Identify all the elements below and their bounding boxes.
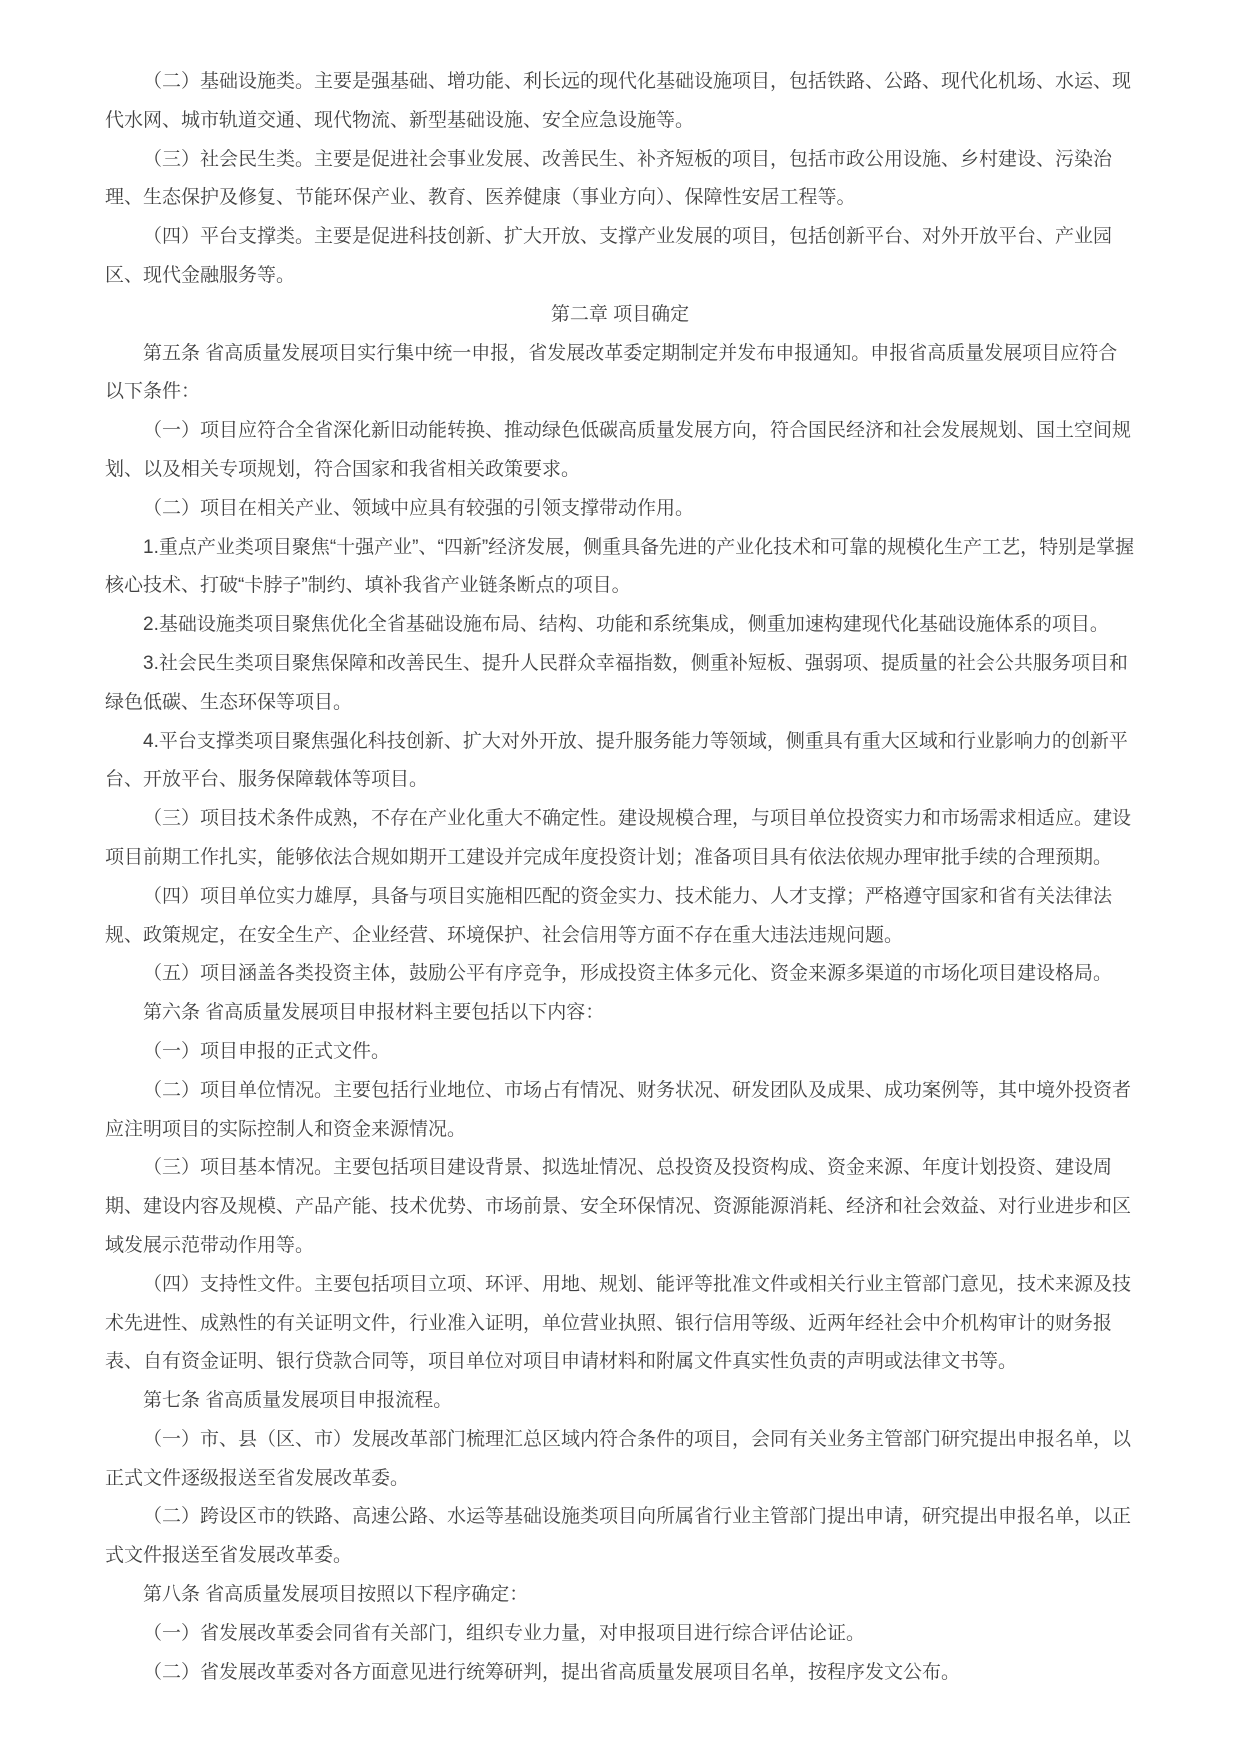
- document-paragraph: 4.平台支撑类项目聚焦强化科技创新、扩大对外开放、提升服务能力等领域，侧重具有重大区域和行业影响力的创新平台、开放平台、服务保障载体等项目。: [105, 730, 1128, 791]
- document-paragraph: （五）项目涵盖各类投资主体，鼓励公平有序竞争，形成投资主体多元化、资金来源多渠道的市场化项目建设格局。: [143, 963, 1113, 985]
- document-paragraph: 3.社会民生类项目聚焦保障和改善民生、提升人民群众幸福指数，侧重补短板、强弱项、提质量的社会公共服务项目和绿色低碳、生态环保等项目。: [105, 652, 1128, 713]
- document-paragraph: （一）省发展改革委会同省有关部门，组织专业力量，对申报项目进行综合评估论证。: [143, 1622, 866, 1644]
- document-paragraph: （四）项目单位实力雄厚，具备与项目实施相匹配的资金实力、技术能力、人才支撑；严格遵守国家和省有关法律法规、政策规定，在安全生产、企业经营、环境保护、社会信用等方面不存在重大违法违规问题。: [105, 885, 1113, 946]
- article-paragraph-8: 第八条 省高质量发展项目按照以下程序确定：: [143, 1584, 529, 1606]
- document-paragraph: （一）市、县（区、市）发展改革部门梳理汇总区域内符合条件的项目，会同有关业务主管部门研究提出申报名单，以正式文件逐级报送至省发展改革委。: [105, 1428, 1132, 1489]
- document-paragraph: （三）项目基本情况。主要包括项目建设背景、拟选址情况、总投资及投资构成、资金来源、年度计划投资、建设周期、建设内容及规模、产品产能、技术优势、市场前景、安全环保情况、资源能源消耗、经济和社会效益、对行业进步和区域发展示范带动作用等。: [105, 1157, 1132, 1256]
- document-paragraph: （一）项目申报的正式文件。: [143, 1040, 391, 1062]
- article-paragraph-6: 第六条 省高质量发展项目申报材料主要包括以下内容：: [143, 1002, 605, 1024]
- document-paragraph: 1.重点产业类项目聚焦“十强产业”、“四新”经济发展，侧重具备先进的产业化技术和可靠的规模化生产工艺，特别是掌握核心技术、打破“卡脖子”制约、填补我省产业链条断点的项目。: [105, 536, 1135, 597]
- document-paragraph: （三）社会民生类。主要是促进社会事业发展、改善民生、补齐短板的项目，包括市政公用设施、乡村建设、污染治理、生态保护及修复、节能环保产业、教育、医养健康（事业方向）、保障性安居工程等。: [105, 148, 1113, 209]
- document-paragraph: （四）平台支撑类。主要是促进科技创新、扩大开放、支撑产业发展的项目，包括创新平台、对外开放平台、产业园区、现代金融服务等。: [105, 226, 1113, 286]
- document-paragraph: （二）项目单位情况。主要包括行业地位、市场占有情况、财务状况、研发团队及成果、成功案例等，其中境外投资者应注明项目的实际控制人和资金来源情况。: [105, 1079, 1132, 1140]
- document-paragraph: （一）项目应符合全省深化新旧动能转换、推动绿色低碳高质量发展方向，符合国民经济和社会发展规划、国土空间规划、以及相关专项规划，符合国家和我省相关政策要求。: [105, 420, 1132, 480]
- chapter-heading: 第二章 项目确定: [550, 303, 690, 325]
- document-paragraph: 2.基础设施类项目聚焦优化全省基础设施布局、结构、功能和系统集成，侧重加速构建现代化基础设施体系的项目。: [143, 614, 1109, 636]
- document-paragraph: （二）基础设施类。主要是强基础、增功能、利长远的现代化基础设施项目，包括铁路、公路、现代化机场、水运、现代水网、城市轨道交通、现代物流、新型基础设施、安全应急设施等。: [105, 71, 1132, 131]
- document-paragraph: （三）项目技术条件成熟，不存在产业化重大不确定性。建设规模合理，与项目单位投资实力和市场需求相适应。建设项目前期工作扎实，能够依法合规如期开工建设并完成年度投资计划；准备项目具有依法依规办理审批手续的合理预期。: [105, 808, 1132, 868]
- document-paragraph: （二）省发展改革委对各方面意见进行统筹研判，提出省高质量发展项目名单，按程序发文公布。: [143, 1661, 961, 1683]
- document-paragraph: （二）项目在相关产业、领域中应具有较强的引领支撑带动作用。: [143, 497, 695, 519]
- document-paragraph: （四）支持性文件。主要包括项目立项、环评、用地、规划、能评等批准文件或相关行业主管部门意见，技术来源及技术先进性、成熟性的有关证明文件，行业准入证明，单位营业执照、银行信用等级、近两年经社会中介机构审计的财务报表、自有资金证明、银行贷款合同等，项目单位对项目申请材料和附属文件真实性负责的声明或法律文书等。: [105, 1273, 1132, 1373]
- article-paragraph-7: 第七条 省高质量发展项目申报流程。: [143, 1390, 453, 1412]
- document-paragraph: （二）跨设区市的铁路、高速公路、水运等基础设施类项目向所属省行业主管部门提出申请，研究提出申报名单，以正式文件报送至省发展改革委。: [105, 1506, 1132, 1567]
- article-paragraph-5: 第五条 省高质量发展项目实行集中统一申报，省发展改革委定期制定并发布申报通知。申报省高质量发展项目应符合以下条件：: [105, 342, 1118, 403]
